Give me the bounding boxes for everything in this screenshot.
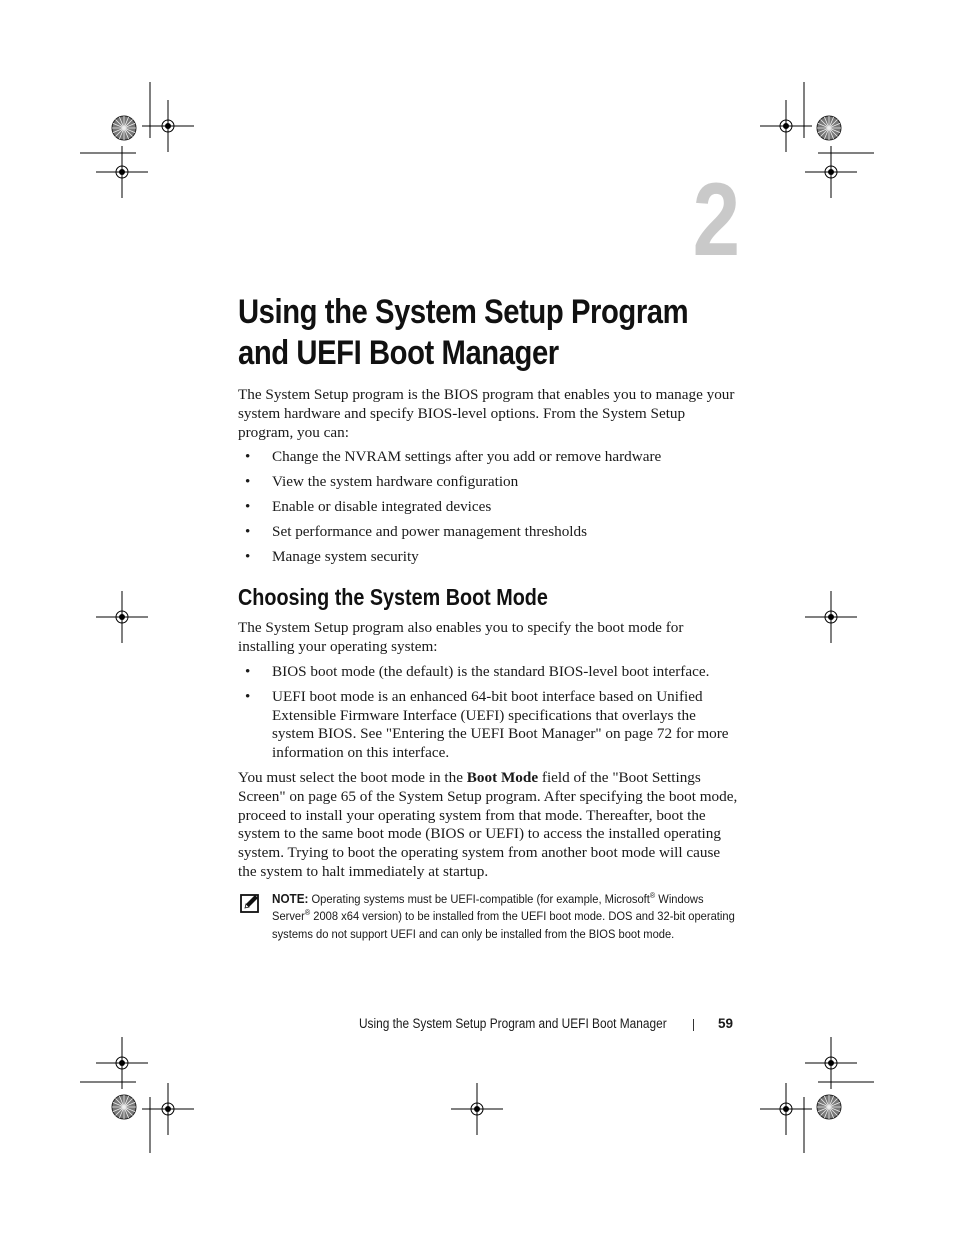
list-item-text: Change the NVRAM settings after you add or remove hardware: [272, 448, 662, 466]
list-item-text: Enable or disable integrated devices: [272, 498, 492, 516]
boot-mode-field-name: Boot Mode: [466, 769, 539, 787]
list-item-text: BIOS boot mode (the default) is the standard BIOS-level boot interface.: [272, 662, 710, 680]
bullet: •: [245, 523, 251, 541]
bullet: •: [245, 498, 251, 516]
list-item-text: UEFI boot mode is an enhanced 64-bit boot interface based on Unified Extensible Firmware Interface (UEFI) specifications that overlays the system BIOS. See "Entering the UEFI Boot Manager" on page 72 for more information on this interface.: [272, 687, 729, 762]
note-text: [272, 890, 736, 943]
list-item: [238, 448, 738, 467]
list-item: [238, 663, 738, 682]
chapter-title-line-1: Using the System Setup Program: [238, 293, 689, 331]
boot-mode-paragraph: [238, 769, 738, 882]
list-item-text: View the system hardware configuration: [272, 473, 519, 491]
list-item: [238, 548, 738, 567]
chapter-title: [238, 292, 720, 374]
note-label: NOTE:: [272, 890, 309, 906]
page-content: [238, 292, 738, 943]
note-text-part: Operating systems must be UEFI-compatible (for example, Microsoft: [308, 891, 650, 906]
capabilities-list: [238, 448, 738, 567]
section-heading: Choosing the System Boot Mode: [238, 584, 548, 611]
bullet: •: [245, 448, 251, 466]
boot-modes-list: [238, 663, 738, 763]
paragraph-text: You must select the boot mode in the: [238, 769, 467, 787]
registered-mark: ®: [304, 908, 311, 918]
note-text-part: Windows Server: [272, 891, 704, 924]
chapter-title-line-2: and UEFI Boot Manager: [238, 334, 559, 372]
list-item-text: Set performance and power management thresholds: [272, 523, 588, 541]
bullet: •: [245, 687, 251, 705]
bullet: •: [245, 548, 251, 566]
note-callout: [238, 890, 738, 943]
paragraph-text: field of the "Boot Settings Screen" on page 65 of the System Setup program. After specifying the boot mode, proceed to install your operating system from that mode. Thereafter, boot the system to the same boot mode (BIOS or UEFI) to access the installed operating system. Trying to boot the operating system from another boot mode will cause the system to halt immediately at startup.: [238, 769, 738, 881]
list-item-text: Manage system security: [272, 548, 419, 566]
list-item: [238, 688, 738, 763]
bullet: •: [245, 473, 251, 491]
note-text-part: 2008 x64 version) to be installed from the UEFI boot mode. DOS and 32-bit operating systems do not support UEFI and can only be installed from the BIOS boot mode.: [272, 909, 735, 941]
list-item: [238, 473, 738, 492]
footer-separator: [693, 1019, 694, 1031]
page-number: 59: [718, 1016, 734, 1031]
chapter-number: 2: [692, 162, 740, 278]
list-item: [238, 498, 738, 517]
bullet: •: [245, 662, 251, 680]
registered-mark: ®: [649, 890, 656, 900]
section-intro: The System Setup program also enables you to specify the boot mode for installing your operating system:: [238, 619, 684, 655]
intro-paragraph: The System Setup program is the BIOS program that enables you to manage your system hardware and specify BIOS-level options. From the System Setup program, you can:: [238, 386, 735, 441]
list-item: [238, 523, 738, 542]
pencil-note-icon: [240, 893, 260, 913]
footer-title: Using the System Setup Program and UEFI Boot Manager: [359, 1016, 667, 1031]
